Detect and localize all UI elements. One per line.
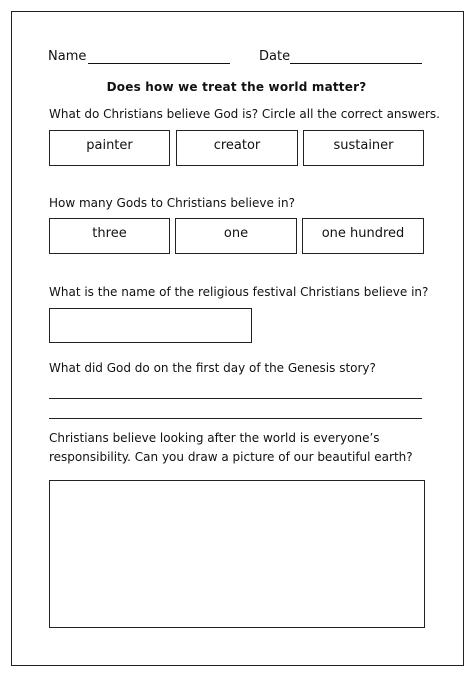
worksheet-title: Does how we treat the world matter?	[106, 80, 367, 94]
question-1-prompt: What do Christians believe God is? Circle all the correct answers.	[49, 107, 440, 121]
question-2-prompt: How many Gods to Christians believe in?	[49, 196, 295, 210]
option-label: one hundred	[321, 226, 405, 241]
date-label: Date	[259, 49, 291, 64]
q1-option-painter[interactable]	[49, 130, 170, 166]
q2-option-one-hundred[interactable]	[302, 218, 424, 254]
question-4-prompt: What did God do on the first day of the Genesis story?	[49, 361, 376, 375]
option-label: three	[92, 226, 127, 241]
answer-line-1[interactable]	[49, 398, 422, 399]
q1-option-creator[interactable]	[176, 130, 298, 166]
name-field[interactable]	[88, 63, 230, 64]
answer-line-2[interactable]	[49, 418, 422, 419]
question-3-prompt: What is the name of the religious festival Christians believe in?	[49, 285, 429, 299]
drawing-box[interactable]	[49, 480, 425, 628]
festival-answer-box[interactable]	[49, 308, 252, 343]
q2-option-three[interactable]	[49, 218, 170, 254]
q2-option-one[interactable]	[175, 218, 297, 254]
question-5-prompt-line-1: Christians believe looking after the world is everyone’s	[49, 431, 380, 445]
question-5-prompt-line-2: responsibility. Can you draw a picture of our beautiful earth?	[49, 450, 413, 464]
date-field[interactable]	[290, 63, 422, 64]
option-label: one	[223, 226, 249, 241]
option-label: creator	[213, 138, 261, 153]
option-label: painter	[86, 138, 133, 153]
option-label: sustainer	[333, 138, 394, 153]
q1-option-sustainer[interactable]	[303, 130, 424, 166]
name-label: Name	[48, 49, 87, 64]
